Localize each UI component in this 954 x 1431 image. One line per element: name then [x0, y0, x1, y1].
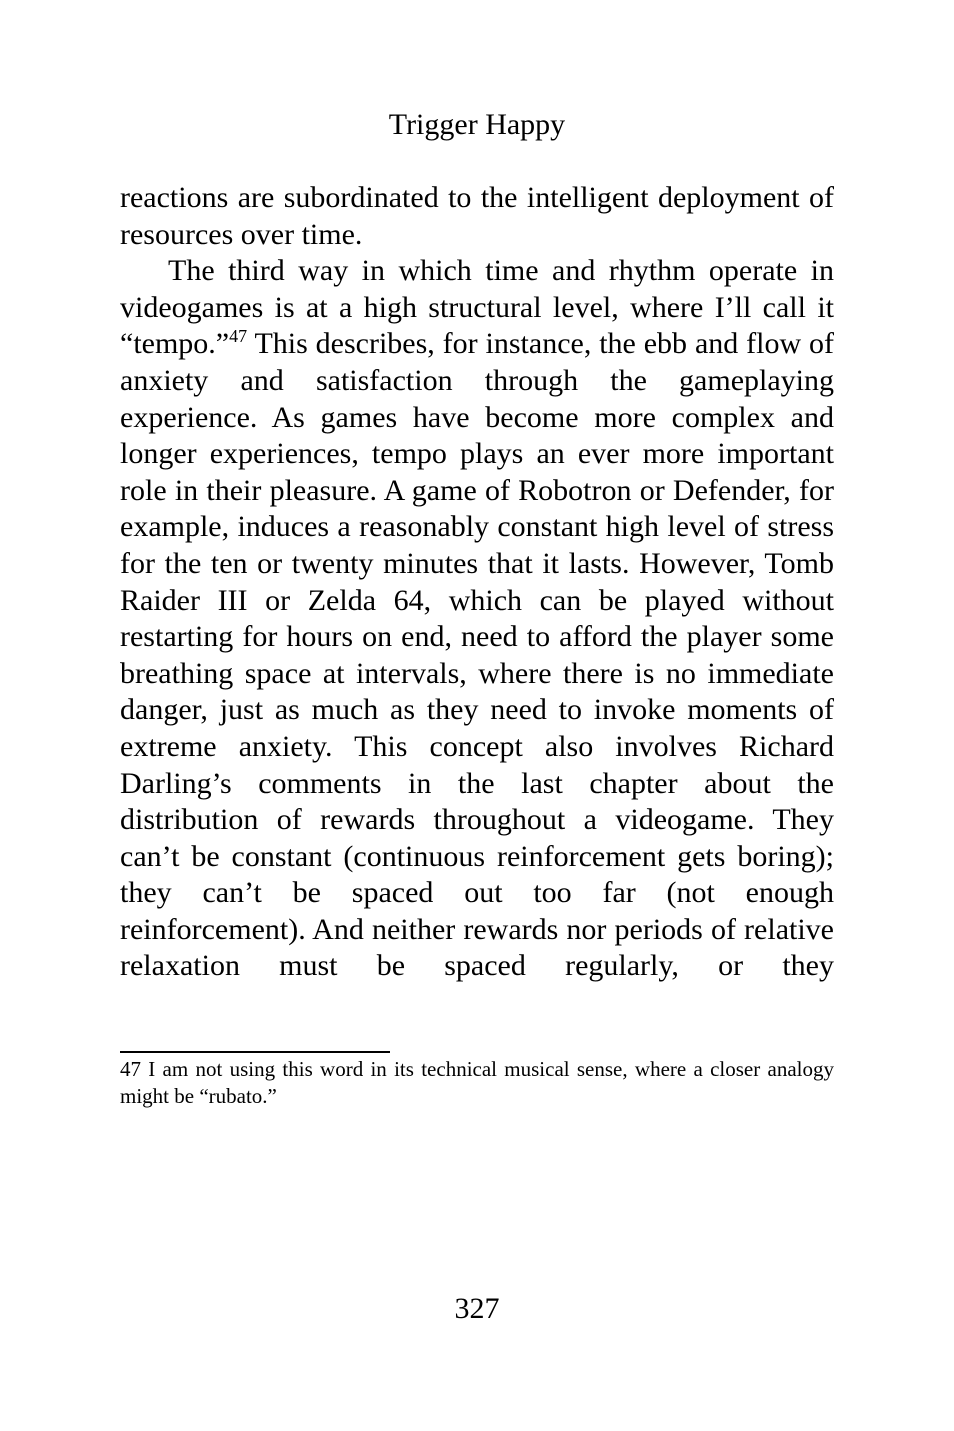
running-head: Trigger Happy	[388, 108, 566, 141]
paragraph-text-after-note: This describes, for instance, the ebb and flow of anxiety and satisfaction through the gameplaying experience. As games have become more complex and longer experiences, tempo plays an ever more important role in their pleasure. A game of Robotron or Defender, for example, induces a reasonably constant high level of stress for the ten or twenty minutes that it lasts. However, Tomb Raider III or Zelda 64, which can be played without restarting for hours on end, need to afford the player some breathing space at intervals, where there is no immediate danger, just as much as they need to invoke moments of extreme anxiety. This concept also involves Richard Darling’s comments in the last chapter about the distribution of rewards throughout a videogame. They can’t be constant (continuous reinforcement gets boring); they can’t be spaced out too far (not enough reinforcement). And neither rewards nor periods of relative relaxation must be spaced regularly, or they	[120, 327, 834, 983]
footnote-reference: 47	[229, 326, 248, 347]
paragraph-continued: reactions are subordinated to the intelligent deployment of resources over time.	[120, 181, 834, 251]
paragraph-tempo	[120, 253, 834, 985]
body-text	[120, 180, 834, 985]
page-number: 327	[454, 1292, 500, 1325]
paragraph-text-before-note: The third way in which time and rhythm operate in videogames is at a high structural level, where I’ll call it “tempo.”	[120, 254, 834, 361]
footnote-rule	[120, 1051, 390, 1053]
footnote: 47 I am not using this word in its technical musical sense, where a closer analogy might be “rubato.”	[120, 1057, 834, 1108]
